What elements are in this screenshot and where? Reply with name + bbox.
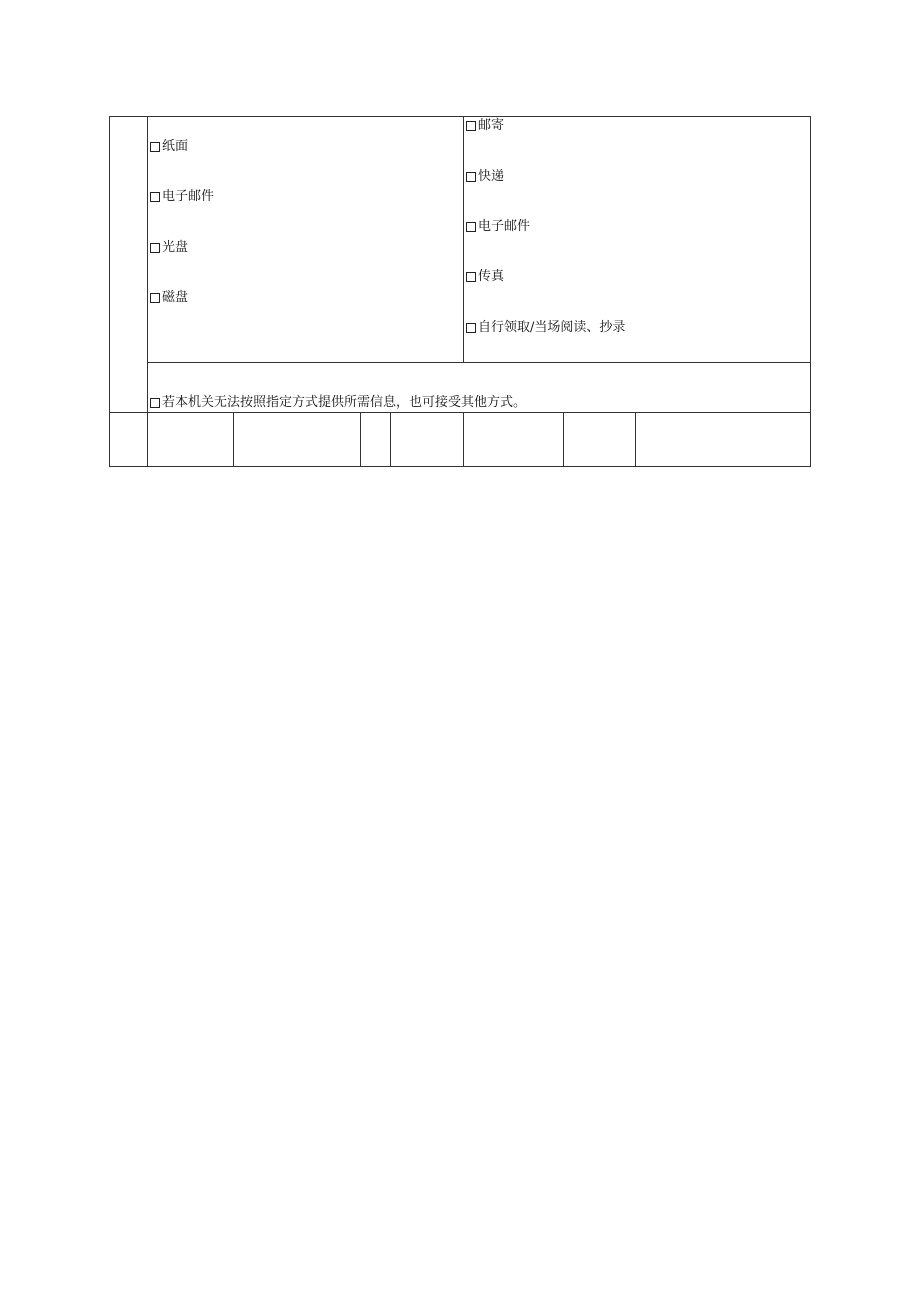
delivery-option-label: 邮寄 bbox=[478, 118, 505, 133]
delivery-option-label: 电子邮件 bbox=[478, 219, 531, 234]
bottom-row-cell bbox=[636, 413, 810, 466]
delivery-option-label: 自行领取/当场阅读、抄录 bbox=[478, 320, 626, 335]
checkbox-icon[interactable] bbox=[150, 142, 160, 152]
checkbox-icon[interactable] bbox=[150, 293, 160, 303]
alternative-method-label: 若本机关无法按照指定方式提供所需信息，也可接受其他方式。 bbox=[162, 395, 527, 410]
checkbox-icon[interactable] bbox=[466, 323, 476, 333]
media-option-disk[interactable] bbox=[150, 290, 188, 306]
delivery-option-mail[interactable] bbox=[466, 118, 504, 134]
checkbox-icon[interactable] bbox=[466, 121, 476, 131]
delivery-option-label: 传真 bbox=[478, 269, 505, 284]
media-option-cd[interactable] bbox=[150, 240, 188, 256]
media-option-label: 光盘 bbox=[162, 240, 189, 255]
alternative-method-option[interactable] bbox=[150, 395, 526, 411]
bottom-row-cell bbox=[564, 413, 635, 466]
row-divider-1 bbox=[147, 362, 811, 363]
media-option-label: 磁盘 bbox=[162, 290, 189, 305]
table-border-right bbox=[810, 116, 811, 467]
left-label-cell bbox=[110, 117, 147, 412]
table-border-bottom bbox=[109, 466, 811, 467]
delivery-option-fax[interactable] bbox=[466, 269, 504, 285]
bottom-row-cell bbox=[110, 413, 147, 466]
media-option-label: 电子邮件 bbox=[162, 189, 215, 204]
media-option-paper[interactable] bbox=[150, 139, 188, 155]
checkbox-icon[interactable] bbox=[466, 222, 476, 232]
checkbox-icon[interactable] bbox=[150, 398, 160, 408]
media-option-label: 纸面 bbox=[162, 139, 189, 154]
delivery-option-label: 快递 bbox=[478, 169, 505, 184]
delivery-option-email[interactable] bbox=[466, 219, 530, 235]
bottom-row-cell bbox=[361, 413, 390, 466]
media-option-email[interactable] bbox=[150, 189, 214, 205]
checkbox-icon[interactable] bbox=[466, 172, 476, 182]
checkbox-icon[interactable] bbox=[150, 192, 160, 202]
bottom-row-cell bbox=[464, 413, 563, 466]
delivery-option-express[interactable] bbox=[466, 169, 504, 185]
delivery-option-self-pickup[interactable] bbox=[466, 320, 625, 336]
table-border-top bbox=[109, 116, 811, 117]
section-divider bbox=[463, 116, 464, 362]
bottom-row-cell bbox=[148, 413, 233, 466]
application-form-table bbox=[109, 116, 811, 467]
checkbox-icon[interactable] bbox=[150, 243, 160, 253]
checkbox-icon[interactable] bbox=[466, 272, 476, 282]
bottom-row-cell bbox=[391, 413, 463, 466]
bottom-row-cell bbox=[234, 413, 360, 466]
